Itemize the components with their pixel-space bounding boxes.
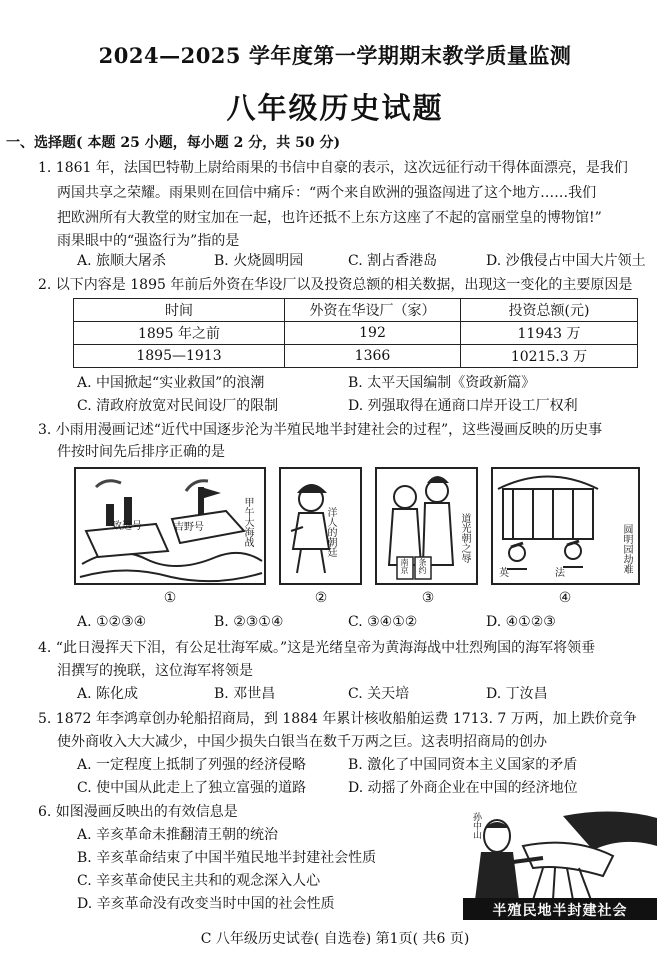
cartoon-4-label-britain: 英 <box>499 568 509 579</box>
q4-option-b[interactable]: B. 邓世昌 <box>214 686 276 702</box>
q2-option-c[interactable]: C. 清政府放宽对民间设厂的限制 <box>77 398 279 414</box>
q1-line-1: 1. 1861 年，法国巴特勒上尉给雨果的书信中自豪的表示，这次远征行动干得体面漂亮，是我们 <box>38 160 628 176</box>
q5-option-a[interactable]: A. 一定程度上抵制了列强的经济侵略 <box>77 757 307 773</box>
q3-line-2: 件按时间先后排序正确的是 <box>57 444 225 460</box>
cartoon-2-foreigners-court <box>279 467 362 585</box>
q5-option-d[interactable]: D. 动摇了外商企业在中国的经济地位 <box>348 780 578 796</box>
treaty-box-1: 南京 <box>400 558 409 574</box>
q3-option-d[interactable]: D. ④①②③ <box>486 614 556 630</box>
table-header-row <box>74 299 638 322</box>
cartoon-4-caption: 圆明园劫难 <box>621 524 632 574</box>
q4-option-d[interactable]: D. 丁汝昌 <box>486 686 548 702</box>
q1-line-3: 把欧洲所有大教堂的财宝加在一起，也许还抵不上东方这座了不起的富丽堂皇的博物馆!” <box>57 210 602 226</box>
table-row <box>74 345 638 368</box>
q2-table <box>73 298 638 368</box>
ship-label-yoshino: 吉野号 <box>174 522 204 533</box>
q6-option-a[interactable]: A. 辛亥革命未推翻清王朝的统治 <box>77 827 279 843</box>
q5-line-2: 使外商收入大大减少，中国少损失白银当在数千万两之巨。这表明招商局的创办 <box>57 734 547 750</box>
cartoon-4-label-france: 法 <box>555 568 565 579</box>
table-cell: 10215.3 万 <box>461 345 638 368</box>
cartoon-3-caption: 道光朝之辱 <box>459 513 470 563</box>
cartoon-4-old-summer-palace <box>491 467 640 585</box>
q6-option-b[interactable]: B. 辛亥革命结束了中国半殖民地半封建社会性质 <box>77 850 377 866</box>
table-header: 投资总额(元) <box>461 299 638 322</box>
q4-option-c[interactable]: C. 关天培 <box>348 686 410 702</box>
q6-line: 6. 如图漫画反映出的有效信息是 <box>38 804 238 820</box>
q2-option-a[interactable]: A. 中国掀起“实业救国”的浪潮 <box>77 375 265 391</box>
q5-option-c[interactable]: C. 使中国从此走上了独立富强的道路 <box>77 780 307 796</box>
cartoon-number-2: ② <box>314 590 328 606</box>
q6-cartoon <box>463 806 657 920</box>
table-row <box>74 322 638 345</box>
cartoon-1-caption: 甲午大海战 <box>242 497 253 547</box>
q1-option-a[interactable]: A. 旅顺大屠杀 <box>77 253 167 269</box>
treaty-box-2: 条约 <box>418 558 427 574</box>
ship-label-zhiyuan: 致远号 <box>112 521 142 532</box>
cartoon-number-3: ③ <box>421 590 435 606</box>
q2-option-b[interactable]: B. 太平天国编制《资政新篇》 <box>348 375 536 391</box>
q3-option-a[interactable]: A. ①②③④ <box>77 614 147 630</box>
table-cell: 1895 年之前 <box>74 322 285 345</box>
sun-yatsen-label: 孙中山 <box>471 812 481 839</box>
table-cell: 1895—1913 <box>74 345 285 368</box>
q1-line-4: 雨果眼中的“强盗行为”指的是 <box>57 233 240 249</box>
q2-line: 2. 以下内容是 1895 年前后外资在华设厂以及投资总额的相关数据，出现这一变化的主要原因是 <box>38 277 633 293</box>
q5-line-1: 5. 1872 年李鸿章创办轮船招商局，到 1884 年累计核收船舶运费 1713. 7 万两，加上跌价竞争 <box>38 711 637 727</box>
q1-option-b[interactable]: B. 火烧圆明园 <box>214 253 304 269</box>
cartoon-number-1: ① <box>163 590 177 606</box>
q4-line-1: 4. “此日漫挥天下泪，有公足壮海军威。”这是光绪皇帝为黄海海战中壮烈殉国的海军将领垂 <box>38 640 596 656</box>
cartoon-3-nanjing-treaty <box>375 467 478 585</box>
cartoon-1-naval-battle <box>74 467 266 585</box>
table-header: 外资在华设厂（家） <box>285 299 461 322</box>
palace-illustration <box>493 469 638 583</box>
q6-option-d[interactable]: D. 辛亥革命没有改变当时中国的社会性质 <box>77 896 335 912</box>
q4-option-a[interactable]: A. 陈化成 <box>77 686 139 702</box>
table-header: 时间 <box>74 299 285 322</box>
q5-option-b[interactable]: B. 激化了中国同资本主义国家的矛盾 <box>348 757 578 773</box>
page-footer: C 八年级历史试卷( 自选卷) 第1页( 共6 页) <box>200 931 470 947</box>
cartoon-banner: 半殖民地半封建社会 <box>492 903 628 919</box>
q3-line-1: 3. 小雨用漫画记述“近代中国逐步沦为半殖民地半封建社会的过程”，这些漫画反映的历史事 <box>38 422 603 438</box>
table-cell: 11943 万 <box>461 322 638 345</box>
empress-illustration <box>281 469 360 583</box>
q6-option-c[interactable]: C. 辛亥革命使民主共和的观念深入人心 <box>77 873 321 889</box>
q4-line-2: 泪撰写的挽联，这位海军将领是 <box>57 663 253 679</box>
cartoon-2-caption: 洋人的朝廷 <box>325 507 336 557</box>
table-cell: 192 <box>285 322 461 345</box>
q3-option-c[interactable]: C. ③④①② <box>348 614 418 630</box>
q1-option-c[interactable]: C. 割占香港岛 <box>348 253 438 269</box>
q3-option-b[interactable]: B. ②③①④ <box>214 614 284 630</box>
table-cell: 1366 <box>285 345 461 368</box>
q1-line-2: 两国共享之荣耀。雨果则在回信中痛斥：“两个来自欧洲的强盗闯进了这个地方……我们 <box>57 185 597 201</box>
section-heading: 一、选择题( 本题 25 小题，每小题 2 分，共 50 分) <box>6 135 341 151</box>
q2-option-d[interactable]: D. 列强取得在通商口岸开设工厂权利 <box>348 398 578 414</box>
ships-illustration <box>76 469 264 583</box>
exam-header: 2024—2025 学年度第一学期期末教学质量监测 <box>98 43 572 68</box>
exam-title: 八年级历史试题 <box>226 91 444 125</box>
cartoon-number-4: ④ <box>558 590 572 606</box>
q1-option-d[interactable]: D. 沙俄侵占中国大片领土 <box>486 253 646 269</box>
